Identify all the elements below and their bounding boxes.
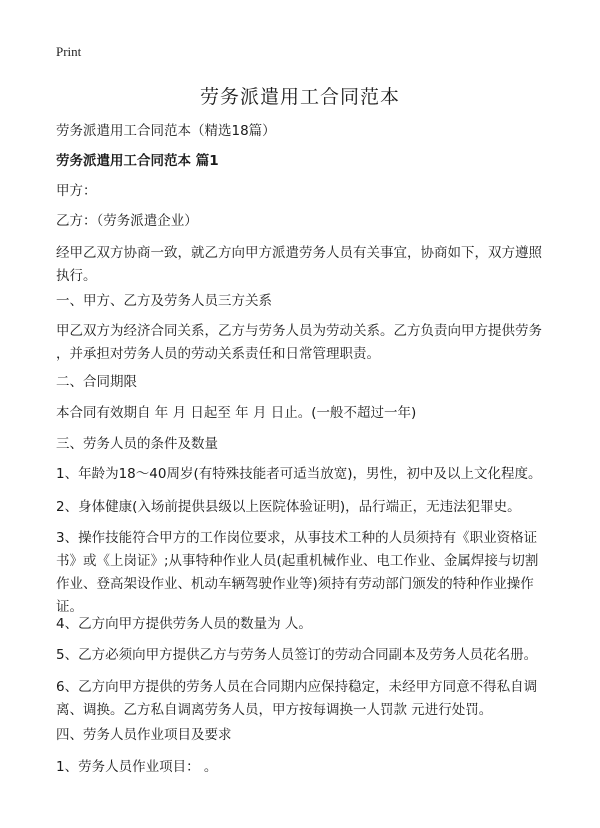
s3-item-4: 4、乙方向甲方提供劳务人员的数量为 人。 bbox=[56, 616, 312, 632]
s3-item-3-line: 书》或《上岗证》;从事特种作业人员(起重机械作业、电工作业、金属焊接与切割 bbox=[56, 553, 539, 569]
s4-heading: 四、劳务人员作业项目及要求 bbox=[56, 727, 232, 743]
s2-heading: 二、合同期限 bbox=[56, 374, 137, 390]
s3-item-5: 5、乙方必须向甲方提供乙方与劳务人员签订的劳动合同副本及劳务人员花名册。 bbox=[56, 647, 538, 663]
s3-item-1: 1、年龄为18～40周岁(有特殊技能者可适当放宽)，男性，初中及以上文化程度。 bbox=[56, 466, 542, 482]
s3-item-3 bbox=[56, 527, 552, 619]
intro-line: 执行。 bbox=[56, 268, 97, 284]
s1-line: 甲乙双方为经济合同关系，乙方与劳务人员为劳动关系。乙方负责向甲方提供劳务 bbox=[56, 323, 542, 339]
s2-body: 本合同有效期自 年 月 日起至 年 月 日止。(一般不超过一年) bbox=[56, 405, 417, 421]
s3-item-3-line: 证。 bbox=[56, 599, 83, 615]
party-a-line: 甲方： bbox=[56, 183, 97, 199]
s3-item-6-line: 6、乙方向甲方提供的劳务人员在合同期内应保持稳定，未经甲方同意不得私自调 bbox=[56, 679, 538, 695]
s3-item-2: 2、身体健康(入场前提供县级以上医院体验证明)，品行端正，无违法犯罪史。 bbox=[56, 499, 521, 515]
s3-item-3-line: 作业、登高架设作业、机动车辆驾驶作业等)须持有劳动部门颁发的特种作业操作 bbox=[56, 576, 534, 592]
intro-line: 经甲乙双方协商一致，就乙方向甲方派遣劳务人员有关事宜，协商如下，双方遵照 bbox=[56, 245, 542, 261]
document-title: 劳务派遣用工合同范本 bbox=[199, 86, 400, 108]
s1-paragraph bbox=[56, 320, 552, 366]
intro-paragraph bbox=[56, 242, 552, 288]
s3-item-6-line: 离、调换。乙方私自调离劳务人员，甲方按每调换一人罚款 元进行处罚。 bbox=[56, 702, 493, 718]
print-label[interactable]: Print bbox=[56, 44, 82, 59]
s3-item-3-line: 3、操作技能符合甲方的工作岗位要求，从事技术工种的人员须持有《职业资格证 bbox=[56, 530, 538, 546]
s1-line: ，并承担对劳务人员的劳动关系责任和日常管理职责。 bbox=[56, 346, 380, 362]
section-heading: 劳务派遣用工合同范本 篇1 bbox=[56, 153, 219, 169]
s3-item-6 bbox=[56, 676, 552, 722]
s3-heading: 三、劳务人员的条件及数量 bbox=[56, 436, 218, 452]
document-subtitle: 劳务派遣用工合同范本（精选18篇） bbox=[56, 123, 276, 139]
party-b-line: 乙方：（劳务派遣企业） bbox=[56, 213, 198, 229]
s4-item-1: 1、劳务人员作业项目： 。 bbox=[56, 759, 218, 775]
s1-heading: 一、甲方、乙方及劳务人员三方关系 bbox=[56, 293, 272, 309]
